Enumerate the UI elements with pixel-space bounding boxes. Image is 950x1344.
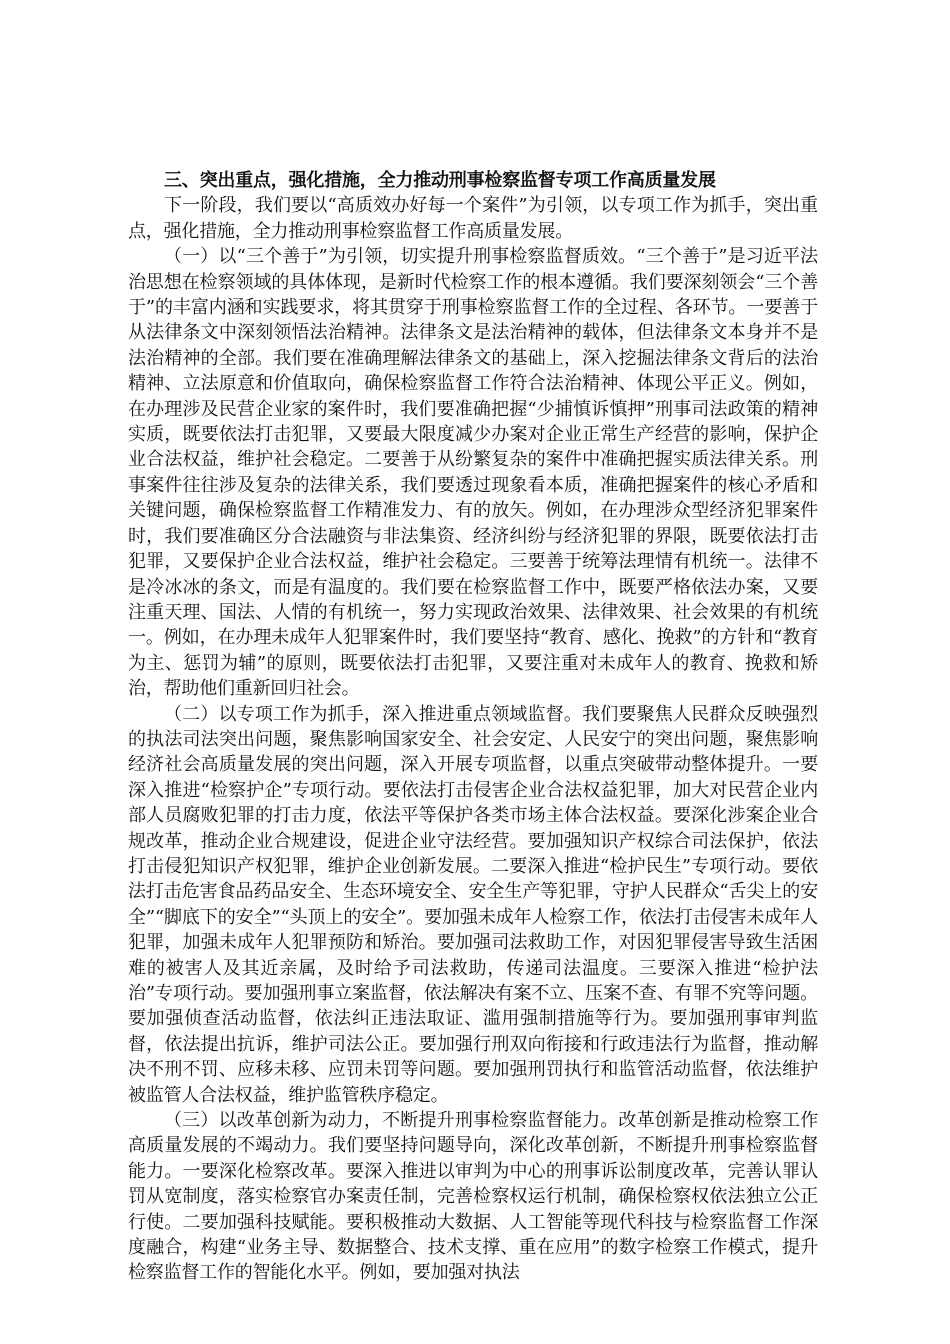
section-heading: 三、突出重点，强化措施，全力推动刑事检察监督专项工作高质量发展	[164, 170, 716, 191]
paragraph-two: （二）以专项工作为抓手，深入推进重点领域监督。我们要聚焦人民群众反映强烈的执法司法突出问题，聚焦影响国家安全、社会安定、人民安宁的突出问题，聚焦影响经济社会高质量发展的突出问题，深入开展专项监督，以重点突破带动整体提升。一要深入推进“检察护企”专项行动。要依法打击侵害企业合法权益犯罪，加大对民营企业内部人员腐败犯罪的打击力度，依法平等保护各类市场主体合法权益。要深化涉案企业合规改革，推动企业合规建设，促进企业守法经营。要加强知识产权综合司法保护，依法打击侵犯知识产权犯罪，维护企业创新发展。二要深入推进“检护民生”专项行动。要依法打击危害食品药品安全、生态环境安全、安全生产等犯罪，守护人民群众“舌尖上的安全”“脚底下的安全”“头顶上的安全”。要加强未成年人检察工作，依法打击侵害未成年人犯罪，加强未成年人犯罪预防和矫治。要加强司法救助工作，对因犯罪侵害导致生活困难的被害人及其近亲属，及时给予司法救助，传递司法温度。三要深入推进“检护法治”专项行动。要加强刑事立案监督，依法解决有案不立、压案不查、有罪不究等问题。要加强侦查活动监督，依法纠正违法取证、滥用强制措施等行为。要加强刑事审判监督，依法提出抗诉，维护司法公正。要加强行刑双向衔接和行政违法行为监督，推动解决不刑不罚、应移未移、应罚未罚等问题。要加强刑罚执行和监管活动监督，依法维护被监管人合法权益，维护监管秩序稳定。	[128, 703, 818, 1106]
paragraph-three: （三）以改革创新为动力，不断提升刑事检察监督能力。改革创新是推动检察工作高质量发展的不竭动力。我们要坚持问题导向，深化改革创新，不断提升刑事检察监督能力。一要深化检察改革。要深入推进以审判为中心的刑事诉讼制度改革，完善认罪认罚从宽制度，落实检察官办案责任制，完善检察权运行机制，确保检察权依法独立公正行使。二要加强科技赋能。要积极推动大数据、人工智能等现代科技与检察监督工作深度融合，构建“业务主导、数据整合、技术支撑、重在应用”的数字检察工作模式，提升检察监督工作的智能化水平。例如，要加强对执法	[128, 1110, 818, 1284]
paragraph-one: （一）以“三个善于”为引领，切实提升刑事检察监督质效。“三个善于”是习近平法治思想在检察领域的具体体现，是新时代检察工作的根本遵循。我们要深刻领会“三个善于”的丰富内涵和实践要求，将其贯穿于刑事检察监督工作的全过程、各环节。一要善于从法律条文中深刻领悟法治精神。法律条文是法治精神的载体，但法律条文本身并不是法治精神的全部。我们要在准确理解法律条文的基础上，深入挖掘法律条文背后的法治精神、立法原意和价值取向，确保检察监督工作符合法治精神、体现公平正义。例如，在办理涉及民营企业家的案件时，我们要准确把握“少捕慎诉慎押”刑事司法政策的精神实质，既要依法打击犯罪，又要最大限度减少办案对企业正常生产经营的影响，保护企业合法权益，维护社会稳定。二要善于从纷繁复杂的案件中准确把握实质法律关系。刑事案件往往涉及复杂的法律关系，我们要透过现象看本质，准确把握案件的核心矛盾和关键问题，确保检察监督工作精准发力、有的放矢。例如，在办理涉众型经济犯罪案件时，我们要准确区分合法融资与非法集资、经济纠纷与经济犯罪的界限，既要依法打击犯罪，又要保护企业合法权益，维护社会稳定。三要善于统筹法理情有机统一。法律不是冷冰冰的条文，而是有温度的。我们要在检察监督工作中，既要严格依法办案，又要注重天理、国法、人情的有机统一，努力实现政治效果、法律效果、社会效果的有机统一。例如，在办理未成年人犯罪案件时，我们要坚持“教育、感化、挽救”的方针和“教育为主、惩罚为辅”的原则，既要依法打击犯罪，又要注重对未成年人的教育、挽救和矫治，帮助他们重新回归社会。	[128, 246, 818, 700]
document-body	[128, 168, 818, 1286]
paragraph-intro: 下一阶段，我们要以“高质效办好每一个案件”为引领，以专项工作为抓手，突出重点，强化措施，全力推动刑事检察监督工作高质量发展。	[128, 195, 818, 242]
